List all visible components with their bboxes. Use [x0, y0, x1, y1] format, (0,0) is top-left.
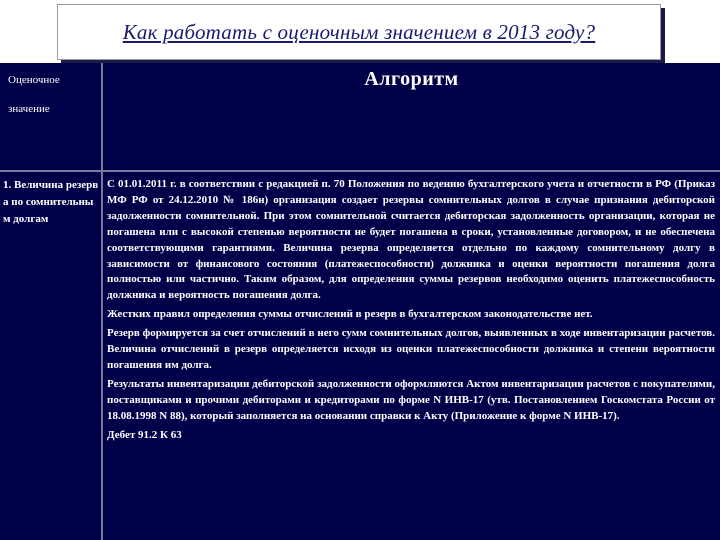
slide-title: Как работать с оценочным значением в 2013 году?	[122, 19, 596, 44]
slide-title-box	[57, 4, 661, 60]
header-estimate-line2: значение	[8, 103, 50, 115]
row-label: 1. Величина резерва по сомнительным долгам	[3, 179, 99, 225]
column-divider	[101, 63, 103, 540]
algorithm-paragraph: Жестких правил определения суммы отчислений в резерв в бухгалтерском законодательстве нет.	[107, 308, 593, 321]
header-estimate-value	[8, 66, 96, 124]
row-divider	[0, 170, 720, 172]
algorithm-table	[0, 63, 720, 540]
algorithm-paragraph: С 01.01.2011 г. в соответствии с редакцией п. 70 Положения по ведению бухгалтерского учета и отчетности в РФ (Приказ МФ РФ от 24.12.2010 № 186н) организация создает резервы сомнительных долгов в случае признания дебиторской задолженности сомнительной. При этом сомнительной считается дебиторская задолженность организации, которая не погашена или с высокой степенью вероятности не будет погашена в сроки, установленные договором, и не обеспечена соответствующими гарантиями. Величина резерва определяется отдельно по каждому сомнительному долгу в зависимости от финансового состояния (платежеспособности) должника и оценки вероятности погашения долга полностью или частично. Таким образом, для определения суммы резервов необходимо оценить платежеспособность должника и вероятность погашения долга.	[107, 178, 715, 302]
algorithm-paragraph: Резерв формируется за счет отчислений в него сумм сомнительных долгов, выявленных в ходе инвентаризации расчетов. Величина отчислений в резерв определяется исходя из оценки платежеспособности должника и степени вероятности погашения им долга.	[107, 327, 715, 371]
header-algorithm: Алгоритм	[364, 68, 459, 90]
header-estimate-line1: Оценочное	[8, 74, 60, 86]
algorithm-paragraph: Дебет 91.2 К 63	[107, 428, 182, 441]
algorithm-paragraph: Результаты инвентаризации дебиторской задолженности оформляются Актом инвентаризации расчетов с покупателями, поставщиками и прочими дебиторами и кредиторами по форме N ИНВ-17 (утв. Постановлением Госкомстата России от 18.08.1998 N 88), который заполняется на основании справки к Акту (Приложение к форме N ИНВ-17).	[107, 377, 715, 422]
algorithm-text	[107, 177, 715, 447]
